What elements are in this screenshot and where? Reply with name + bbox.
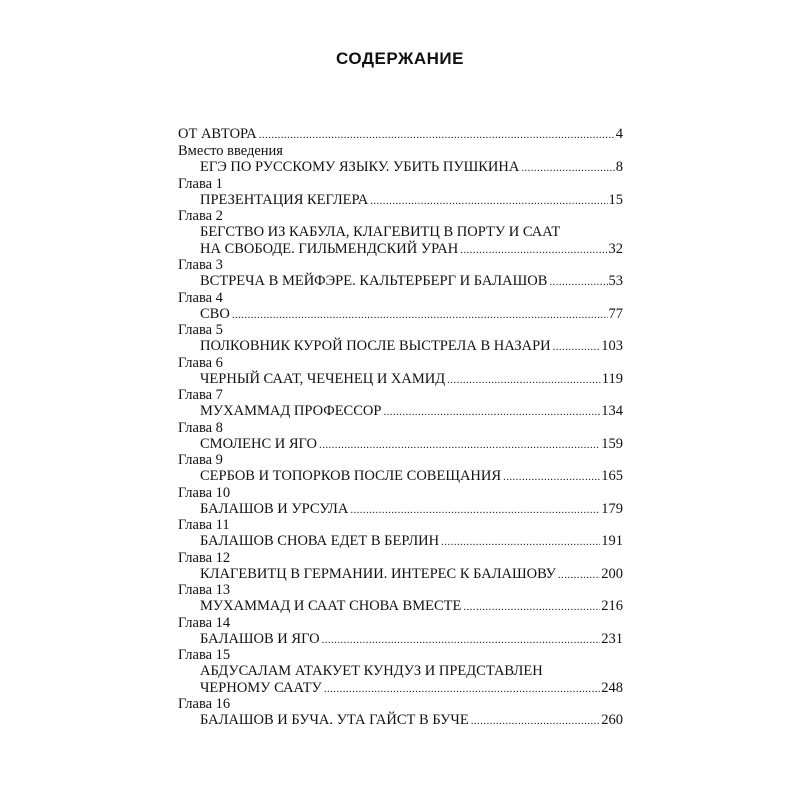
chapter-label: Глава 6	[178, 354, 223, 371]
toc-line	[178, 192, 623, 209]
entry-title-line-1: АБДУСАЛАМ АТАКУЕТ КУНДУЗ И ПРЕДСТАВЛЕН	[200, 663, 543, 679]
toc-entry-chapter-13	[178, 582, 623, 615]
toc-entry-chapter-11	[178, 517, 623, 550]
toc-line	[178, 598, 623, 615]
chapter-label: Глава 10	[178, 484, 231, 501]
toc-line	[178, 403, 623, 420]
page-number: 134	[601, 403, 623, 419]
dot-leader	[471, 713, 601, 730]
toc-line	[178, 712, 623, 729]
toc-line	[178, 436, 623, 453]
entry-title: ЕГЭ ПО РУССКОМУ ЯЗЫКУ. УБИТЬ ПУШКИНА	[200, 159, 520, 175]
page-number: 4	[615, 126, 623, 142]
toc-entry-chapter-10	[178, 485, 623, 518]
chapter-label: Глава 15	[178, 647, 231, 663]
toc-entry-chapter-7	[178, 387, 623, 420]
toc-entry-intro	[178, 143, 623, 176]
page-number: 103	[601, 338, 623, 354]
chapter-label: Глава 3	[178, 257, 223, 273]
dot-leader	[324, 681, 600, 698]
page-number: 53	[608, 273, 623, 289]
page-number: 165	[601, 468, 623, 484]
table-of-contents	[178, 125, 623, 729]
entry-title: ЧЕРНЫЙ СААТ, ЧЕЧЕНЕЦ И ХАМИД	[200, 370, 446, 387]
page-number: 248	[601, 679, 623, 696]
toc-entry-chapter-2	[178, 208, 623, 257]
chapter-label: Глава 12	[178, 549, 231, 566]
dot-leader	[553, 339, 601, 356]
entry-title: СМОЛЕНС И ЯГО	[200, 435, 318, 452]
entry-title: БАЛАШОВ И ЯГО	[200, 630, 320, 647]
page-number: 260	[601, 712, 623, 728]
dot-leader	[232, 307, 608, 324]
chapter-label: Вместо введения	[178, 143, 283, 159]
toc-entry-chapter-14	[178, 615, 623, 648]
entry-title: КЛАГЕВИТЦ В ГЕРМАНИИ. ИНТЕРЕС К БАЛАШОВУ	[200, 565, 556, 582]
toc-line	[178, 371, 623, 388]
chapter-label: Глава 4	[178, 289, 223, 306]
chapter-label: Глава 2	[178, 208, 223, 224]
toc-entry-chapter-5	[178, 322, 623, 355]
dot-leader	[463, 599, 600, 616]
toc-line	[178, 273, 623, 290]
entry-title: МУХАММАД И СААТ СНОВА ВМЕСТЕ	[200, 598, 462, 614]
toc-entry-author	[178, 125, 623, 143]
chapter-label: Глава 9	[178, 452, 223, 468]
entry-title-line-2: НА СВОБОДЕ. ГИЛЬМЕНДСКИЙ УРАН	[200, 240, 459, 257]
dot-leader	[259, 126, 615, 144]
page-number: 32	[608, 240, 623, 257]
page-number: 77	[608, 305, 623, 322]
dot-leader	[558, 567, 600, 584]
entry-title-line-1: БЕГСТВО ИЗ КАБУЛА, КЛАГЕВИТЦ В ПОРТУ И СААТ	[200, 224, 561, 240]
entry-title: ОТ АВТОРА	[178, 126, 257, 142]
dot-leader	[319, 437, 600, 454]
page-title: СОДЕРЖАНИЕ	[336, 49, 464, 68]
toc-line	[178, 501, 623, 518]
toc-line	[178, 533, 623, 550]
toc-line	[178, 468, 623, 485]
chapter-label: Глава 13	[178, 582, 231, 598]
entry-title: ПОЛКОВНИК КУРОЙ ПОСЛЕ ВЫСТРЕЛА В НАЗАРИ	[200, 338, 551, 354]
page-number: 119	[601, 370, 623, 387]
toc-entry-chapter-15	[178, 647, 623, 696]
dot-leader	[441, 534, 600, 551]
entry-title: МУХАММАД ПРОФЕССОР	[200, 403, 382, 419]
chapter-label: Глава 11	[178, 517, 230, 533]
dot-leader	[503, 469, 600, 486]
toc-entry-chapter-6	[178, 355, 623, 388]
page-number: 231	[601, 630, 623, 647]
chapter-label: Глава 8	[178, 419, 223, 436]
dot-leader	[322, 632, 601, 649]
dot-leader	[383, 404, 600, 421]
toc-entry-chapter-12	[178, 550, 623, 583]
dot-leader	[350, 502, 600, 519]
dot-leader	[370, 193, 607, 210]
dot-leader	[447, 372, 601, 389]
toc-line	[178, 338, 623, 355]
entry-title-line-2: ЧЕРНОМУ СААТУ	[200, 679, 322, 696]
page-number: 191	[601, 533, 623, 549]
toc-entry-chapter-3	[178, 257, 623, 290]
page-number: 8	[615, 159, 623, 175]
page-number: 15	[608, 191, 623, 208]
toc-line	[178, 566, 623, 583]
toc-entry-chapter-16	[178, 696, 623, 729]
page-number: 216	[601, 598, 623, 614]
toc-entry-chapter-4	[178, 290, 623, 323]
dot-leader	[521, 160, 614, 177]
toc-line	[178, 241, 623, 258]
entry-title: БАЛАШОВ И БУЧА. УТА ГАЙСТ В БУЧЕ	[200, 712, 469, 728]
dot-leader	[549, 274, 607, 291]
entry-title: БАЛАШОВ И УРСУЛА	[200, 500, 349, 517]
page-number: 179	[601, 500, 623, 517]
toc-entry-chapter-1	[178, 176, 623, 209]
page-number: 200	[601, 565, 623, 582]
entry-title: СЕРБОВ И ТОПОРКОВ ПОСЛЕ СОВЕЩАНИЯ	[200, 468, 502, 484]
chapter-label: Глава 16	[178, 696, 231, 712]
chapter-label: Глава 5	[178, 322, 223, 338]
toc-line	[178, 125, 623, 143]
entry-title: ВСТРЕЧА В МЕЙФЭРЕ. КАЛЬТЕРБЕРГ И БАЛАШОВ	[200, 273, 548, 289]
toc-line	[178, 306, 623, 323]
toc-entry-chapter-8	[178, 420, 623, 453]
toc-line	[178, 631, 623, 648]
page-number: 159	[601, 435, 623, 452]
chapter-label: Глава 14	[178, 614, 231, 631]
entry-title: СВО	[200, 305, 230, 322]
chapter-label: Глава 1	[178, 175, 223, 192]
toc-entry-chapter-9	[178, 452, 623, 485]
toc-line	[178, 680, 623, 697]
chapter-label: Глава 7	[178, 387, 223, 403]
dot-leader	[460, 242, 607, 259]
entry-title: БАЛАШОВ СНОВА ЕДЕТ В БЕРЛИН	[200, 533, 440, 549]
entry-title: ПРЕЗЕНТАЦИЯ КЕГЛЕРА	[200, 191, 369, 208]
toc-line	[178, 159, 623, 176]
